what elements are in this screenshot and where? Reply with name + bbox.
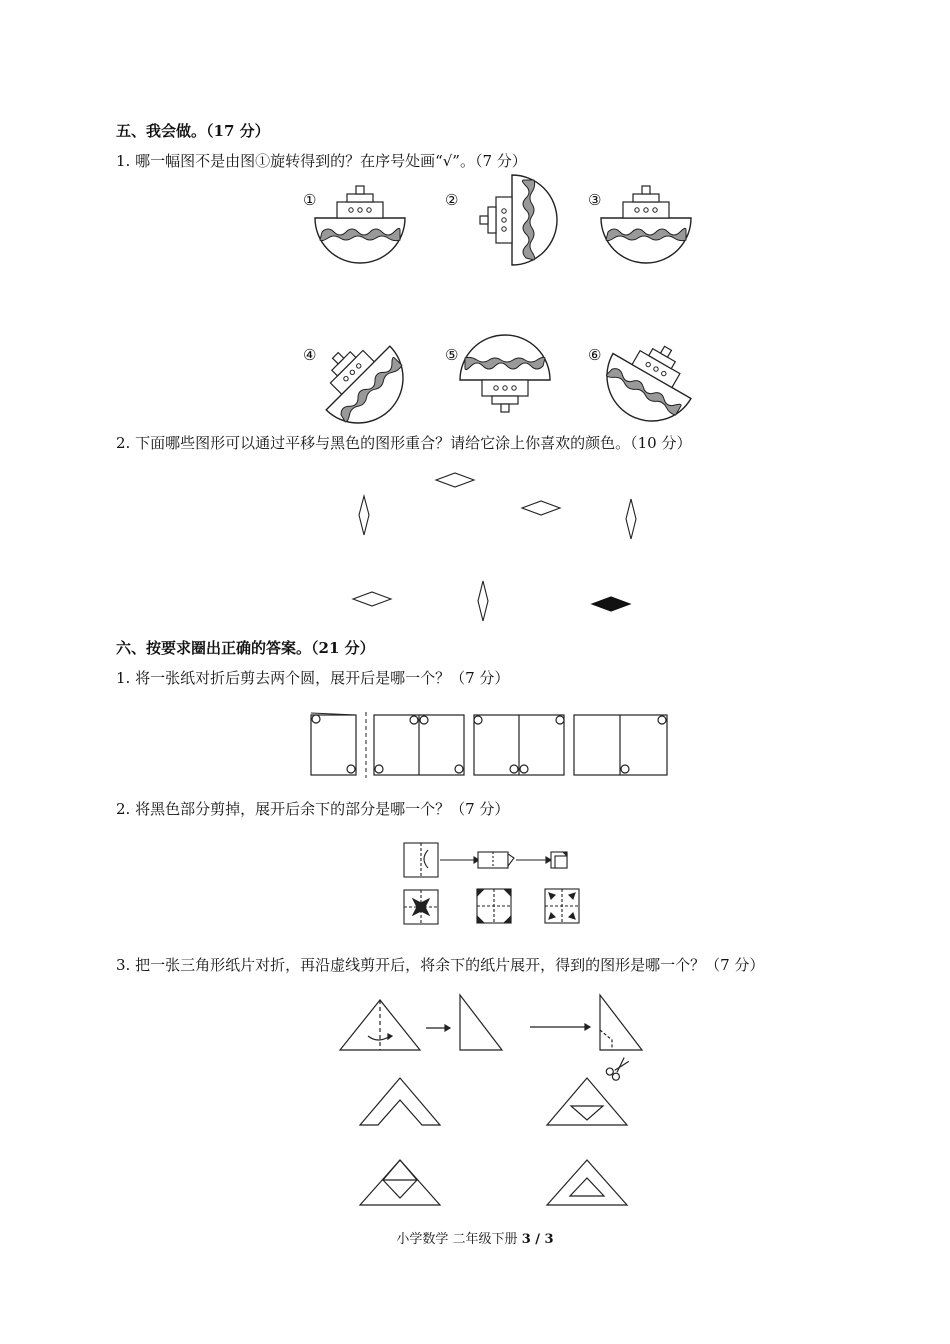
section-6-question-1: 1. 将一张纸对折后剪去两个圆，展开后是哪一个？（7 分） (116, 669, 510, 687)
section-5-question-2: 2. 下面哪些图形可以通过平移与黑色的图形重合？请给它涂上你喜欢的颜色。（10 分） (116, 434, 692, 452)
option-label-2: ② (445, 191, 459, 209)
section-5-title: 五、我会做。（17 分） (116, 122, 270, 140)
footer-page-number: 3 / 3 (521, 1232, 554, 1247)
option-label-3: ③ (588, 191, 602, 209)
section-6-title: 六、按要求圈出正确的答案。（21 分） (116, 639, 375, 657)
option-label-4: ④ (303, 346, 317, 364)
section-6-question-2: 2. 将黑色部分剪掉，展开后余下的部分是哪一个？（7 分） (116, 800, 510, 818)
section-5-question-1: 1. 哪一幅图不是由图①旋转得到的？在序号处画“√”。（7 分） (116, 152, 527, 170)
footer-subject: 小学数学 二年级下册 (396, 1232, 518, 1247)
section-6-question-3: 3. 把一张三角形纸片对折，再沿虚线剪开后，将余下的纸片展开，得到的图形是哪一个？（7 分） (116, 956, 765, 974)
option-label-6: ⑥ (588, 346, 602, 364)
page-footer (0, 1228, 950, 1247)
option-label-1: ① (303, 191, 317, 209)
option-label-5: ⑤ (445, 346, 459, 364)
